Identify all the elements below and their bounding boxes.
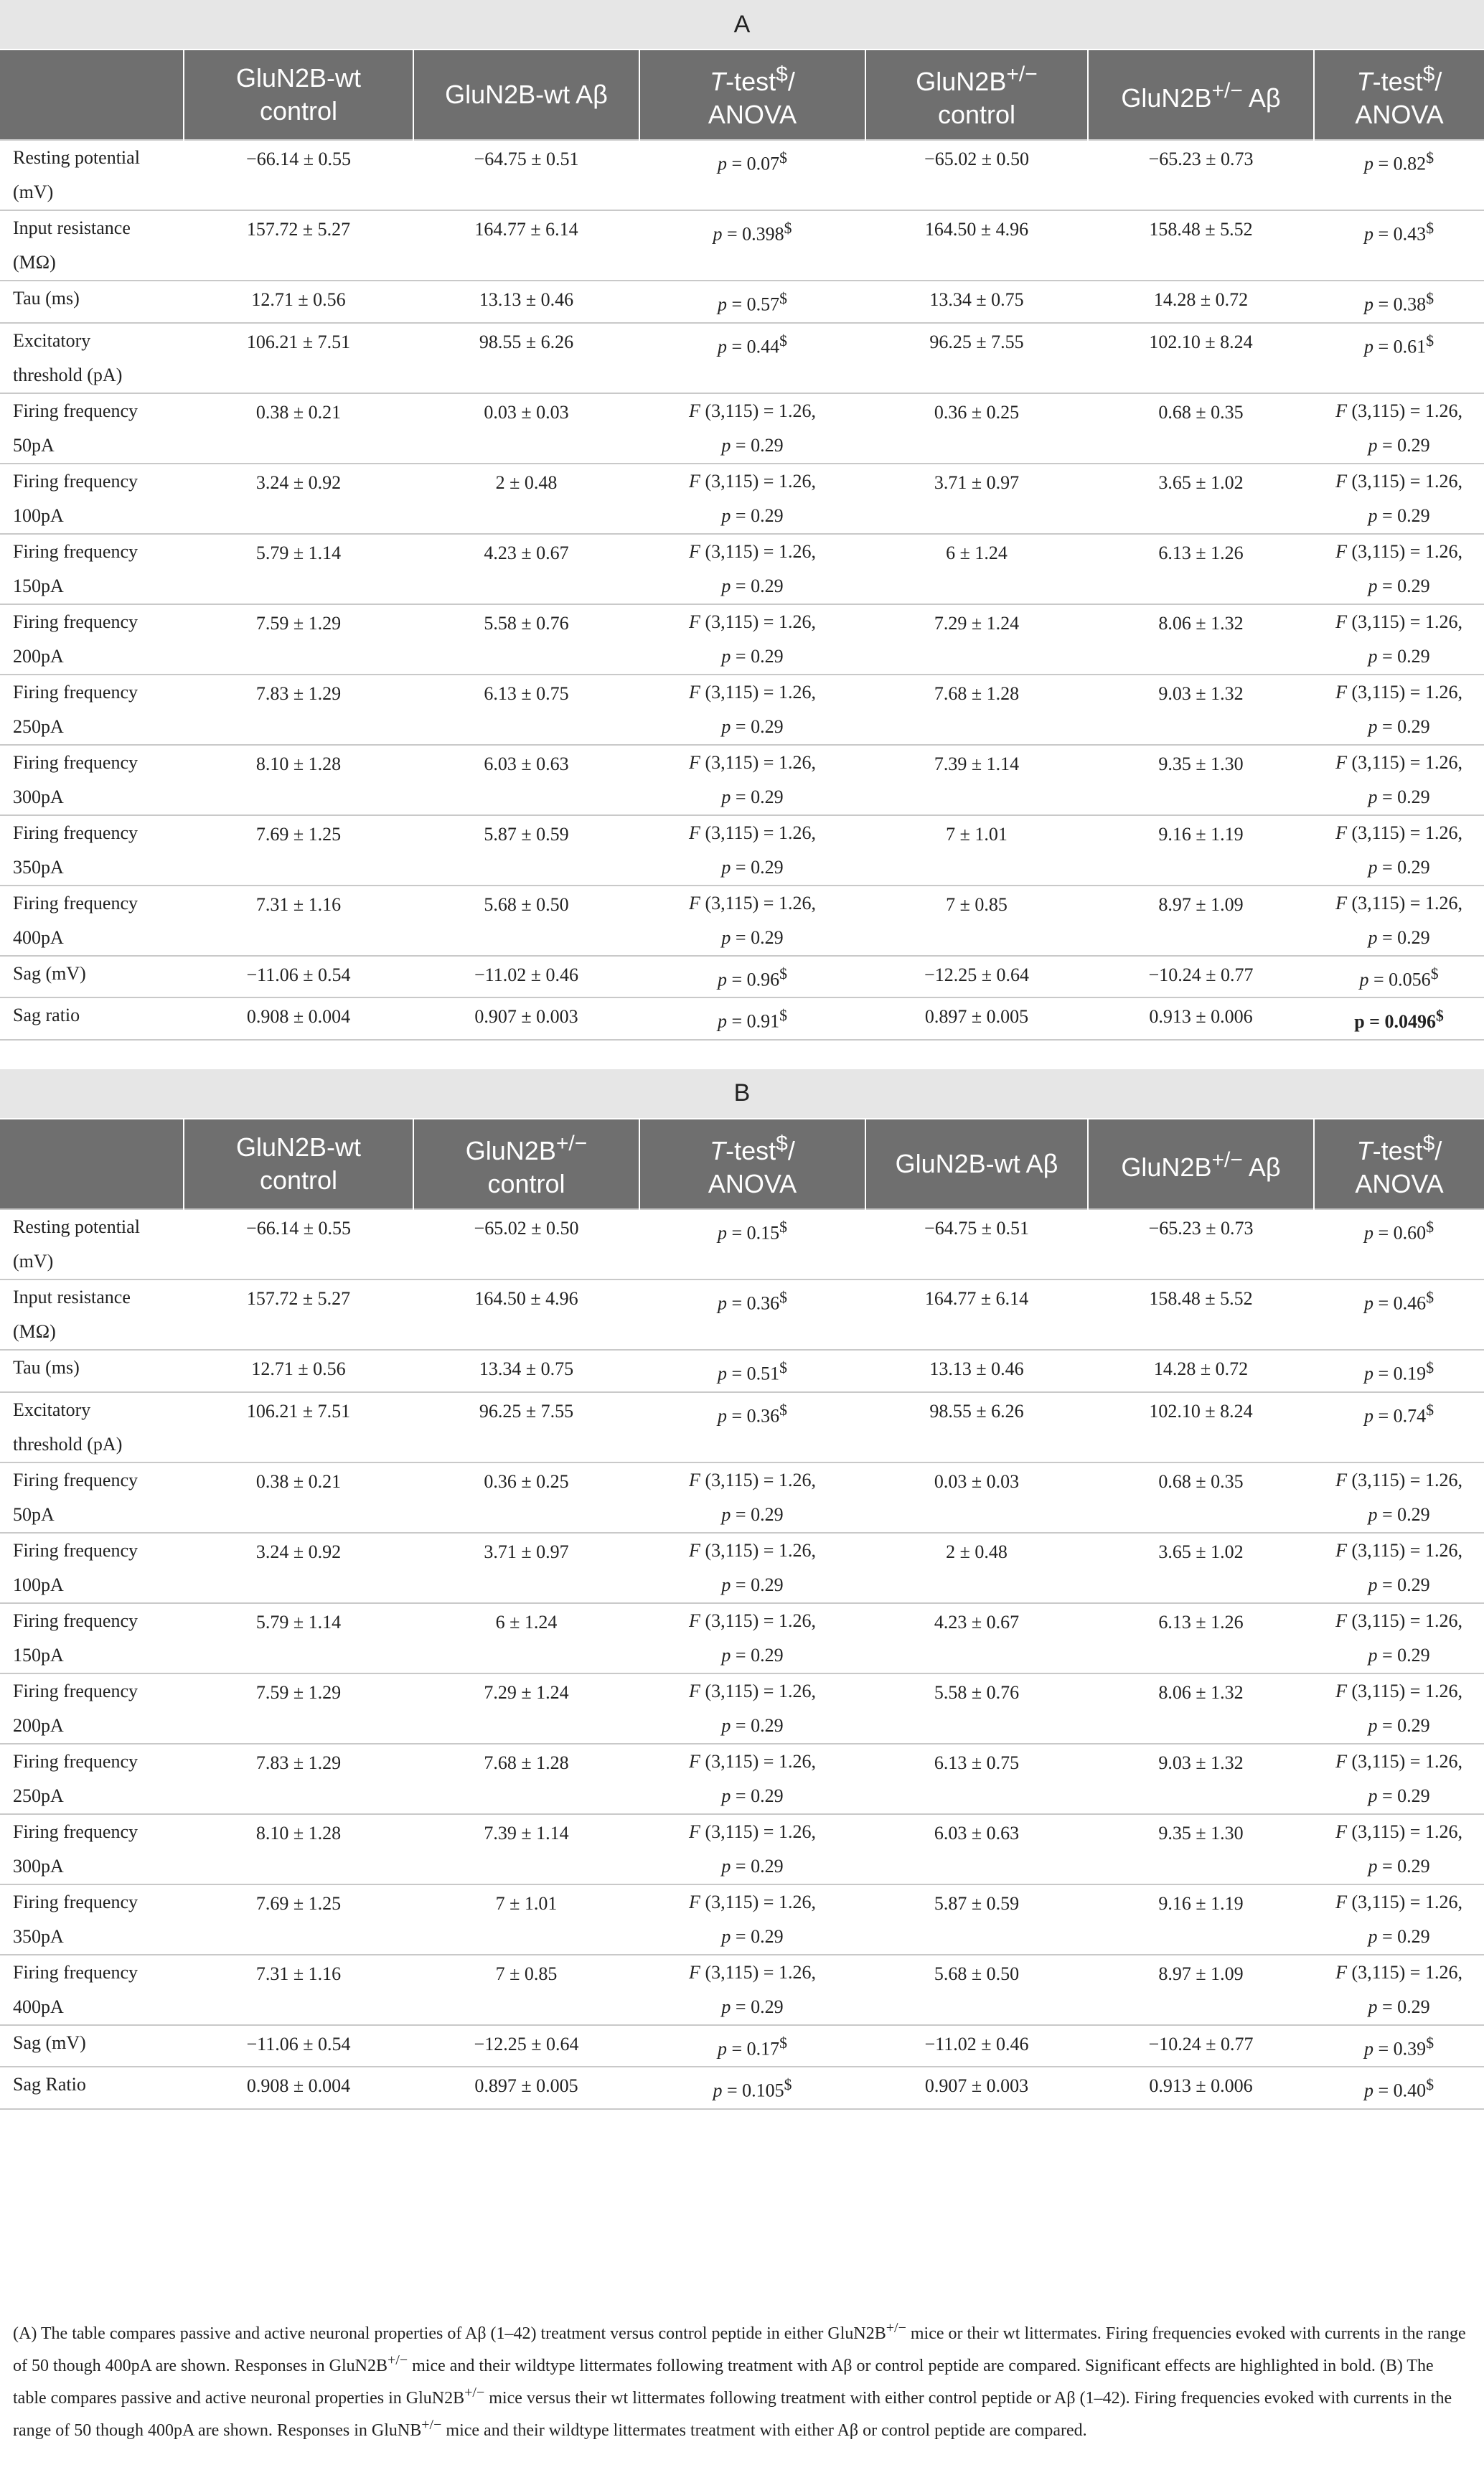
value-cell: 0.908 ± 0.004 — [184, 997, 413, 1040]
value-cell: 164.77 ± 6.14 — [865, 1279, 1088, 1350]
value-cell: −11.06 ± 0.54 — [184, 2025, 413, 2067]
value-cell: 3.65 ± 1.02 — [1088, 464, 1314, 534]
value-cell: 2 ± 0.48 — [413, 464, 639, 534]
stat-cell: p = 0.19$ — [1314, 1350, 1484, 1392]
table-row — [0, 1462, 1484, 1533]
stat-cell: p = 0.105$ — [639, 2067, 865, 2109]
row-label: Excitatory threshold (pA) — [0, 1392, 184, 1462]
stat-cell: p = 0.44$ — [639, 323, 865, 393]
row-label: Sag Ratio — [0, 2067, 184, 2109]
row-label: Resting potential (mV) — [0, 140, 184, 210]
stat-cell: F (3,115) = 1.26, p = 0.29 — [1314, 393, 1484, 464]
value-cell: 9.03 ± 1.32 — [1088, 1744, 1314, 1814]
column-header: T-test$/ ANOVA — [1314, 1119, 1484, 1209]
stat-cell: p = 0.82$ — [1314, 140, 1484, 210]
column-header — [0, 50, 184, 140]
row-label: Firing frequency 50pA — [0, 393, 184, 464]
stat-cell: p = 0.40$ — [1314, 2067, 1484, 2109]
row-label: Firing frequency 150pA — [0, 1603, 184, 1673]
value-cell: 164.50 ± 4.96 — [413, 1279, 639, 1350]
row-label: Firing frequency 300pA — [0, 1814, 184, 1884]
table-row — [0, 1350, 1484, 1392]
value-cell: 106.21 ± 7.51 — [184, 1392, 413, 1462]
stat-cell: p = 0.38$ — [1314, 281, 1484, 323]
value-cell: 5.79 ± 1.14 — [184, 1603, 413, 1673]
stat-cell: p = 0.36$ — [639, 1279, 865, 1350]
value-cell: −64.75 ± 0.51 — [413, 140, 639, 210]
value-cell: 0.907 ± 0.003 — [865, 2067, 1088, 2109]
stat-cell: F (3,115) = 1.26, p = 0.29 — [639, 745, 865, 815]
value-cell: 6 ± 1.24 — [865, 534, 1088, 604]
value-cell: 14.28 ± 0.72 — [1088, 1350, 1314, 1392]
table-row — [0, 956, 1484, 998]
stat-cell: p = 0.07$ — [639, 140, 865, 210]
stat-cell: p = 0.61$ — [1314, 323, 1484, 393]
stat-cell: F (3,115) = 1.26, p = 0.29 — [1314, 675, 1484, 745]
value-cell: 6.13 ± 1.26 — [1088, 534, 1314, 604]
value-cell: −11.02 ± 0.46 — [413, 956, 639, 998]
value-cell: 7.31 ± 1.16 — [184, 886, 413, 956]
value-cell: 164.77 ± 6.14 — [413, 210, 639, 281]
stat-cell: F (3,115) = 1.26, p = 0.29 — [639, 1462, 865, 1533]
value-cell: 7.59 ± 1.29 — [184, 1673, 413, 1744]
value-cell: 9.35 ± 1.30 — [1088, 1814, 1314, 1884]
column-header — [0, 1119, 184, 1209]
value-cell: 7.31 ± 1.16 — [184, 1955, 413, 2025]
value-cell: 5.87 ± 0.59 — [413, 815, 639, 886]
value-cell: 4.23 ± 0.67 — [865, 1603, 1088, 1673]
value-cell: 6.03 ± 0.63 — [865, 1814, 1088, 1884]
value-cell: 6.13 ± 0.75 — [413, 675, 639, 745]
table-row — [0, 1884, 1484, 1955]
value-cell: −66.14 ± 0.55 — [184, 1209, 413, 1279]
stat-cell: F (3,115) = 1.26, p = 0.29 — [1314, 1744, 1484, 1814]
row-label: Firing frequency 400pA — [0, 886, 184, 956]
table-row — [0, 1392, 1484, 1462]
value-cell: 7.29 ± 1.24 — [865, 604, 1088, 675]
row-label: Input resistance (MΩ) — [0, 210, 184, 281]
value-cell: 7.68 ± 1.28 — [413, 1744, 639, 1814]
value-cell: 3.24 ± 0.92 — [184, 1533, 413, 1603]
panel-title: B — [0, 1069, 1484, 1119]
stat-cell: F (3,115) = 1.26, p = 0.29 — [1314, 1603, 1484, 1673]
value-cell: 7.83 ± 1.29 — [184, 675, 413, 745]
stat-cell: p = 0.15$ — [639, 1209, 865, 1279]
stat-cell: F (3,115) = 1.26, p = 0.29 — [1314, 534, 1484, 604]
row-label: Firing frequency 50pA — [0, 1462, 184, 1533]
value-cell: 8.10 ± 1.28 — [184, 745, 413, 815]
stat-cell: p = 0.36$ — [639, 1392, 865, 1462]
stat-cell: F (3,115) = 1.26, p = 0.29 — [1314, 464, 1484, 534]
column-header: GluN2B-wt control — [184, 50, 413, 140]
stat-cell: p = 0.39$ — [1314, 2025, 1484, 2067]
table-row — [0, 281, 1484, 323]
table-row — [0, 745, 1484, 815]
value-cell: 6.03 ± 0.63 — [413, 745, 639, 815]
value-cell: −64.75 ± 0.51 — [865, 1209, 1088, 1279]
stat-cell: F (3,115) = 1.26, p = 0.29 — [639, 534, 865, 604]
stat-cell: p = 0.17$ — [639, 2025, 865, 2067]
stat-cell: F (3,115) = 1.26, p = 0.29 — [1314, 604, 1484, 675]
value-cell: 157.72 ± 5.27 — [184, 1279, 413, 1350]
row-label: Firing frequency 300pA — [0, 745, 184, 815]
value-cell: −11.02 ± 0.46 — [865, 2025, 1088, 2067]
value-cell: 0.03 ± 0.03 — [413, 393, 639, 464]
stat-cell: p = 0.46$ — [1314, 1279, 1484, 1350]
value-cell: 0.913 ± 0.006 — [1088, 2067, 1314, 2109]
table-row — [0, 534, 1484, 604]
table-row — [0, 210, 1484, 281]
row-label: Input resistance (MΩ) — [0, 1279, 184, 1350]
stat-cell: F (3,115) = 1.26, p = 0.29 — [1314, 1533, 1484, 1603]
stat-cell: F (3,115) = 1.26, p = 0.29 — [1314, 745, 1484, 815]
stat-cell: p = 0.96$ — [639, 956, 865, 998]
value-cell: 106.21 ± 7.51 — [184, 323, 413, 393]
row-label: Firing frequency 350pA — [0, 1884, 184, 1955]
value-cell: −11.06 ± 0.54 — [184, 956, 413, 998]
value-cell: 164.50 ± 4.96 — [865, 210, 1088, 281]
row-label: Firing frequency 100pA — [0, 464, 184, 534]
row-label: Firing frequency 200pA — [0, 604, 184, 675]
value-cell: 5.87 ± 0.59 — [865, 1884, 1088, 1955]
value-cell: −12.25 ± 0.64 — [413, 2025, 639, 2067]
stat-cell: p = 0.056$ — [1314, 956, 1484, 998]
value-cell: 8.06 ± 1.32 — [1088, 1673, 1314, 1744]
row-label: Sag (mV) — [0, 956, 184, 998]
table-row — [0, 393, 1484, 464]
row-label: Excitatory threshold (pA) — [0, 323, 184, 393]
stat-cell: F (3,115) = 1.26, p = 0.29 — [639, 675, 865, 745]
table-row — [0, 604, 1484, 675]
value-cell: −10.24 ± 0.77 — [1088, 956, 1314, 998]
row-label: Tau (ms) — [0, 281, 184, 323]
value-cell: 9.35 ± 1.30 — [1088, 745, 1314, 815]
value-cell: 158.48 ± 5.52 — [1088, 210, 1314, 281]
value-cell: 13.34 ± 0.75 — [413, 1350, 639, 1392]
stat-cell: p = 0.91$ — [639, 997, 865, 1040]
value-cell: 0.913 ± 0.006 — [1088, 997, 1314, 1040]
stat-cell: F (3,115) = 1.26, p = 0.29 — [1314, 886, 1484, 956]
value-cell: 13.34 ± 0.75 — [865, 281, 1088, 323]
column-header: GluN2B-wt control — [184, 1119, 413, 1209]
table-row — [0, 2025, 1484, 2067]
value-cell: 0.908 ± 0.004 — [184, 2067, 413, 2109]
stat-cell: p = 0.57$ — [639, 281, 865, 323]
value-cell: 7.39 ± 1.14 — [865, 745, 1088, 815]
value-cell: 98.55 ± 6.26 — [413, 323, 639, 393]
value-cell: −65.02 ± 0.50 — [413, 1209, 639, 1279]
row-label: Tau (ms) — [0, 1350, 184, 1392]
table-row — [0, 1279, 1484, 1350]
stat-cell: F (3,115) = 1.26, p = 0.29 — [1314, 1884, 1484, 1955]
value-cell: 3.65 ± 1.02 — [1088, 1533, 1314, 1603]
value-cell: 5.79 ± 1.14 — [184, 534, 413, 604]
value-cell: 7 ± 1.01 — [865, 815, 1088, 886]
table-row — [0, 1533, 1484, 1603]
value-cell: 0.36 ± 0.25 — [865, 393, 1088, 464]
stat-cell: p = 0.74$ — [1314, 1392, 1484, 1462]
table-row — [0, 1955, 1484, 2025]
value-cell: 2 ± 0.48 — [865, 1533, 1088, 1603]
value-cell: 0.36 ± 0.25 — [413, 1462, 639, 1533]
table-row — [0, 1209, 1484, 1279]
stat-cell: F (3,115) = 1.26, p = 0.29 — [639, 1533, 865, 1603]
value-cell: 9.16 ± 1.19 — [1088, 815, 1314, 886]
value-cell: 5.68 ± 0.50 — [865, 1955, 1088, 2025]
value-cell: 7.69 ± 1.25 — [184, 1884, 413, 1955]
row-label: Firing frequency 100pA — [0, 1533, 184, 1603]
value-cell: 96.25 ± 7.55 — [413, 1392, 639, 1462]
stat-cell: p = 0.60$ — [1314, 1209, 1484, 1279]
value-cell: 96.25 ± 7.55 — [865, 323, 1088, 393]
value-cell: 7 ± 1.01 — [413, 1884, 639, 1955]
value-cell: 6.13 ± 0.75 — [865, 1744, 1088, 1814]
column-header: GluN2B-wt Aβ — [413, 50, 639, 140]
value-cell: 5.58 ± 0.76 — [865, 1673, 1088, 1744]
value-cell: 3.71 ± 0.97 — [413, 1533, 639, 1603]
table-row — [0, 675, 1484, 745]
value-cell: 12.71 ± 0.56 — [184, 1350, 413, 1392]
value-cell: 14.28 ± 0.72 — [1088, 281, 1314, 323]
value-cell: −66.14 ± 0.55 — [184, 140, 413, 210]
stat-cell: F (3,115) = 1.26, p = 0.29 — [639, 393, 865, 464]
value-cell: 102.10 ± 8.24 — [1088, 323, 1314, 393]
stat-cell: F (3,115) = 1.26, p = 0.29 — [1314, 815, 1484, 886]
value-cell: 0.38 ± 0.21 — [184, 393, 413, 464]
footnote-text: (A) The table compares passive and active neuronal properties of Aβ (1–42) treatment versus control peptide in either GluN2B+/− mice or their wt littermates. Firing frequencies evoked with currents in the range of 50 though 400pA are shown. Responses in GluN2B+/− mice and their wildtype littermates following treatment with Aβ or control peptide are compared. Significant effects are highlighted in bold. (B) The table compares passive and active neuronal properties in GluN2B+/− mice versus their wt littermates following treatment with either control peptide or Aβ (1–42). Firing frequencies evoked with currents in the range of 50 though 400pA are shown. Responses in GluNB+/− mice and their wildtype littermates treatment with either Aβ or control peptide are compared. — [13, 2320, 1466, 2440]
value-cell: −65.23 ± 0.73 — [1088, 140, 1314, 210]
value-cell: 98.55 ± 6.26 — [865, 1392, 1088, 1462]
stat-cell: F (3,115) = 1.26, p = 0.29 — [639, 1955, 865, 2025]
value-cell: 9.16 ± 1.19 — [1088, 1884, 1314, 1955]
value-cell: 158.48 ± 5.52 — [1088, 1279, 1314, 1350]
value-cell: 8.10 ± 1.28 — [184, 1814, 413, 1884]
value-cell: 0.68 ± 0.35 — [1088, 393, 1314, 464]
row-label: Sag (mV) — [0, 2025, 184, 2067]
value-cell: 0.897 ± 0.005 — [413, 2067, 639, 2109]
table-row — [0, 1673, 1484, 1744]
value-cell: 0.03 ± 0.03 — [865, 1462, 1088, 1533]
value-cell: 5.68 ± 0.50 — [413, 886, 639, 956]
value-cell: 102.10 ± 8.24 — [1088, 1392, 1314, 1462]
table-row — [0, 323, 1484, 393]
column-header: GluN2B+/− control — [865, 50, 1088, 140]
table-row — [0, 1814, 1484, 1884]
stat-cell: F (3,115) = 1.26, p = 0.29 — [639, 464, 865, 534]
value-cell: 7.83 ± 1.29 — [184, 1744, 413, 1814]
stat-cell: F (3,115) = 1.26, p = 0.29 — [639, 604, 865, 675]
stat-cell: F (3,115) = 1.26, p = 0.29 — [1314, 1955, 1484, 2025]
column-header: T-test$/ ANOVA — [639, 50, 865, 140]
value-cell: 7.39 ± 1.14 — [413, 1814, 639, 1884]
stat-cell: p = 0.51$ — [639, 1350, 865, 1392]
table-row — [0, 2067, 1484, 2109]
value-cell: 6.13 ± 1.26 — [1088, 1603, 1314, 1673]
value-cell: 0.38 ± 0.21 — [184, 1462, 413, 1533]
table-row — [0, 464, 1484, 534]
value-cell: 9.03 ± 1.32 — [1088, 675, 1314, 745]
value-cell: 7.68 ± 1.28 — [865, 675, 1088, 745]
value-cell: 0.897 ± 0.005 — [865, 997, 1088, 1040]
table-row — [0, 1603, 1484, 1673]
row-label: Firing frequency 350pA — [0, 815, 184, 886]
stat-cell: F (3,115) = 1.26, p = 0.29 — [639, 886, 865, 956]
column-header: GluN2B-wt Aβ — [865, 1119, 1088, 1209]
column-header: T-test$/ ANOVA — [639, 1119, 865, 1209]
table-row — [0, 886, 1484, 956]
row-label: Firing frequency 150pA — [0, 534, 184, 604]
stat-cell: F (3,115) = 1.26, p = 0.29 — [1314, 1673, 1484, 1744]
value-cell: 12.71 ± 0.56 — [184, 281, 413, 323]
table-row — [0, 815, 1484, 886]
table-row — [0, 997, 1484, 1040]
table-row — [0, 1744, 1484, 1814]
value-cell: 4.23 ± 0.67 — [413, 534, 639, 604]
value-cell: 8.97 ± 1.09 — [1088, 1955, 1314, 2025]
stat-cell: F (3,115) = 1.26, p = 0.29 — [639, 1744, 865, 1814]
table-row — [0, 140, 1484, 210]
value-cell: 5.58 ± 0.76 — [413, 604, 639, 675]
value-cell: 0.907 ± 0.003 — [413, 997, 639, 1040]
value-cell: 8.06 ± 1.32 — [1088, 604, 1314, 675]
value-cell: −65.23 ± 0.73 — [1088, 1209, 1314, 1279]
value-cell: 7.69 ± 1.25 — [184, 815, 413, 886]
row-label: Resting potential (mV) — [0, 1209, 184, 1279]
value-cell: 8.97 ± 1.09 — [1088, 886, 1314, 956]
stat-cell: F (3,115) = 1.26, p = 0.29 — [639, 815, 865, 886]
row-label: Firing frequency 250pA — [0, 675, 184, 745]
value-cell: 13.13 ± 0.46 — [865, 1350, 1088, 1392]
stat-cell: F (3,115) = 1.26, p = 0.29 — [639, 1884, 865, 1955]
table-footnote — [13, 2315, 1470, 2444]
value-cell: −65.02 ± 0.50 — [865, 140, 1088, 210]
column-header: T-test$/ ANOVA — [1314, 50, 1484, 140]
stat-cell: p = 0.43$ — [1314, 210, 1484, 281]
stat-cell: p = 0.398$ — [639, 210, 865, 281]
stat-cell: p = 0.0496$ — [1314, 997, 1484, 1040]
column-header: GluN2B+/− control — [413, 1119, 639, 1209]
column-header: GluN2B+/− Aβ — [1088, 1119, 1314, 1209]
row-label: Sag ratio — [0, 997, 184, 1040]
value-cell: 3.71 ± 0.97 — [865, 464, 1088, 534]
value-cell: 7 ± 0.85 — [865, 886, 1088, 956]
stat-cell: F (3,115) = 1.26, p = 0.29 — [639, 1814, 865, 1884]
value-cell: 7.59 ± 1.29 — [184, 604, 413, 675]
value-cell: 7.29 ± 1.24 — [413, 1673, 639, 1744]
value-cell: −12.25 ± 0.64 — [865, 956, 1088, 998]
value-cell: 13.13 ± 0.46 — [413, 281, 639, 323]
stat-cell: F (3,115) = 1.26, p = 0.29 — [639, 1673, 865, 1744]
row-label: Firing frequency 250pA — [0, 1744, 184, 1814]
stat-cell: F (3,115) = 1.26, p = 0.29 — [1314, 1814, 1484, 1884]
value-cell: 7 ± 0.85 — [413, 1955, 639, 2025]
stat-cell: F (3,115) = 1.26, p = 0.29 — [639, 1603, 865, 1673]
row-label: Firing frequency 400pA — [0, 1955, 184, 2025]
value-cell: 3.24 ± 0.92 — [184, 464, 413, 534]
row-label: Firing frequency 200pA — [0, 1673, 184, 1744]
value-cell: −10.24 ± 0.77 — [1088, 2025, 1314, 2067]
value-cell: 6 ± 1.24 — [413, 1603, 639, 1673]
value-cell: 157.72 ± 5.27 — [184, 210, 413, 281]
column-header: GluN2B+/− Aβ — [1088, 50, 1314, 140]
panel-title: A — [0, 0, 1484, 50]
stat-cell: F (3,115) = 1.26, p = 0.29 — [1314, 1462, 1484, 1533]
value-cell: 0.68 ± 0.35 — [1088, 1462, 1314, 1533]
